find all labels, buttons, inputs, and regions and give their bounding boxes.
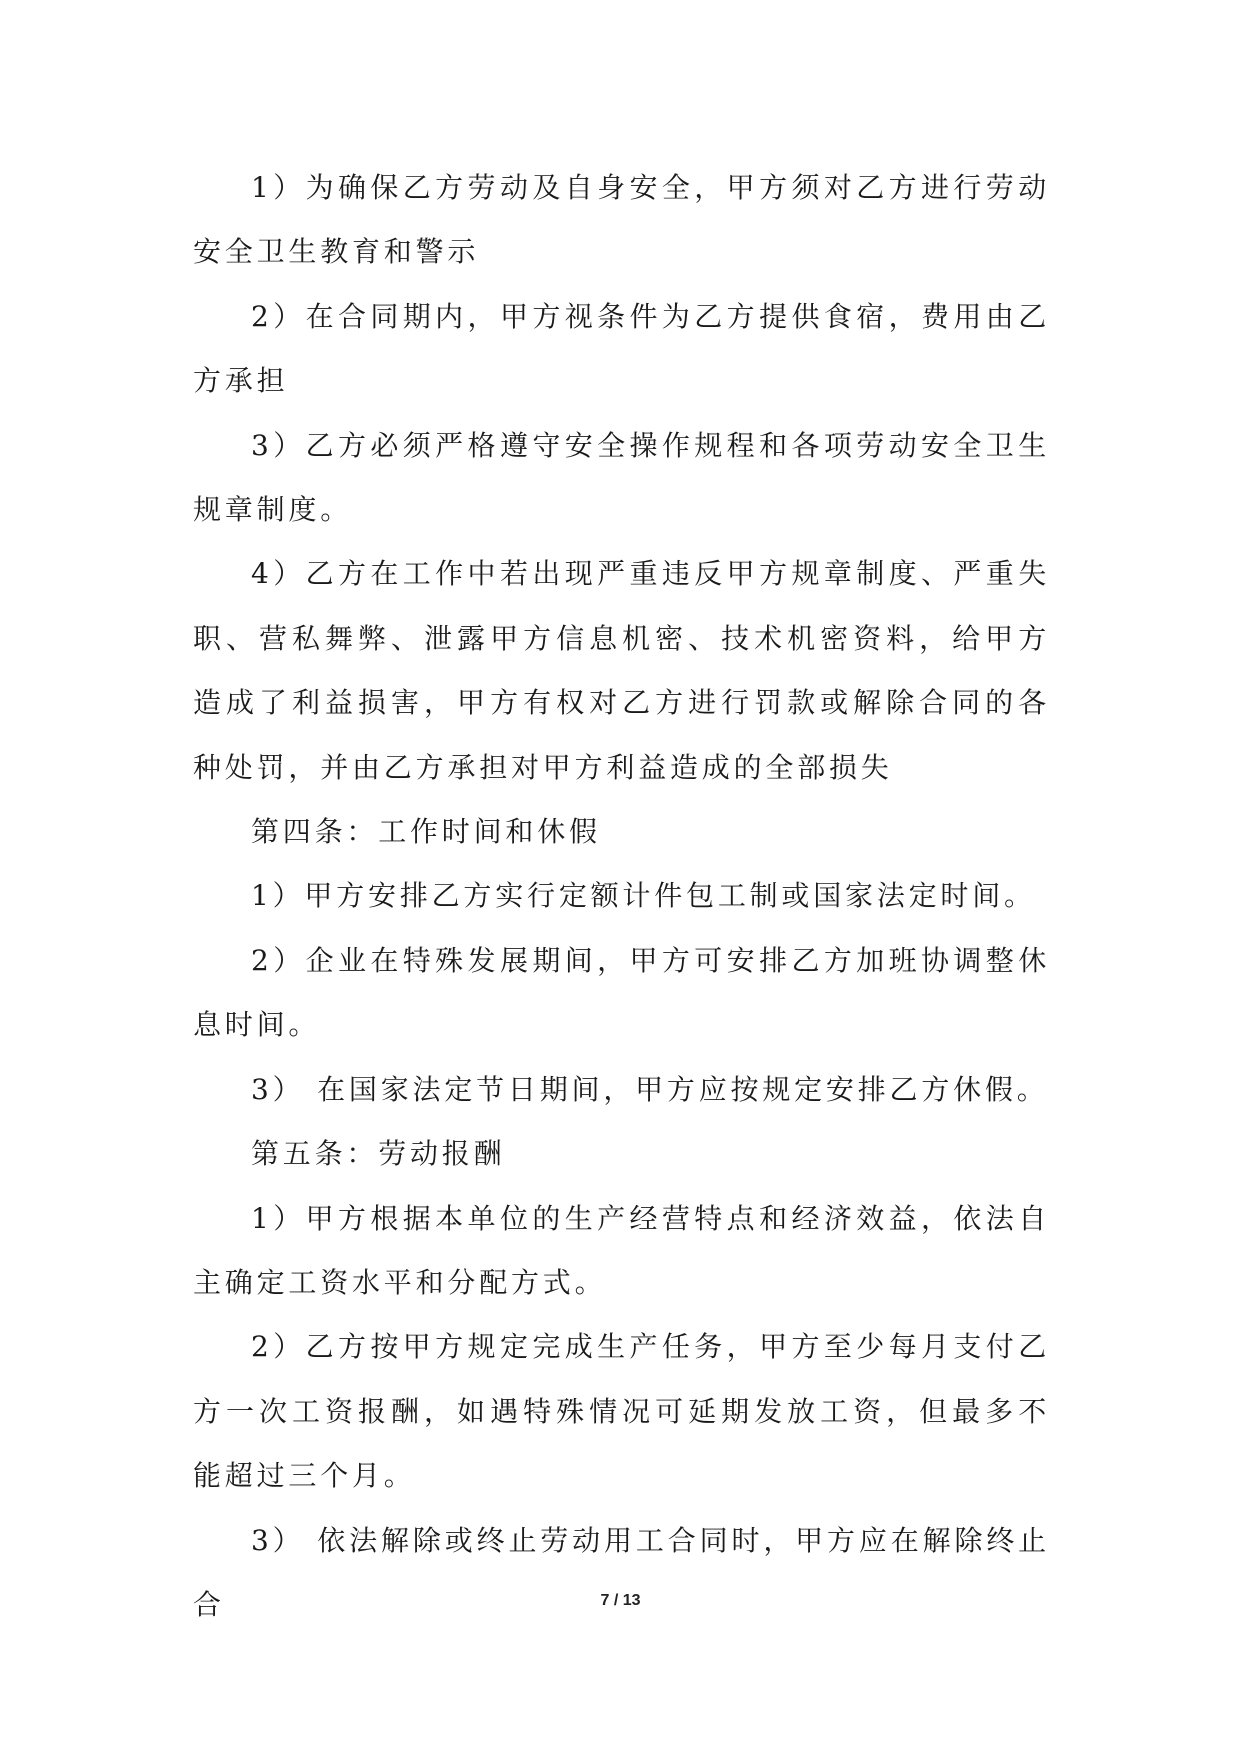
- clause-4-item-1: 1）甲方安排乙方实行定额计件包工制或国家法定时间。: [251, 879, 1036, 913]
- clause-5-heading: 第五条：劳动报酬: [251, 1137, 506, 1171]
- clause-5-item-2: 2）乙方按甲方规定完成生产任务，甲方至少每月支付乙方一次工资报酬，如遇特殊情况可延期发放工资，但最多不能超过三个月。: [193, 1330, 1050, 1493]
- clause-3-item-2: 2）在合同期内，甲方视条件为乙方提供食宿，费用由乙方承担: [193, 299, 1050, 398]
- clause-4-item-2: 2）企业在特殊发展期间，甲方可安排乙方加班协调整休息时间。: [193, 943, 1050, 1042]
- page-number: 7 / 13: [600, 1592, 641, 1609]
- clause-3-item-3: 3）乙方必须严格遵守安全操作规程和各项劳动安全卫生规章制度。: [193, 428, 1050, 527]
- clause-5-item-3: 3） 依法解除或终止劳动用工合同时，甲方应在解除终止合: [193, 1523, 1050, 1621]
- clause-5-item-1: 1）甲方根据本单位的生产经营特点和经济效益，依法自主确定工资水平和分配方式。: [193, 1201, 1050, 1299]
- clause-3-item-1: 1）为确保乙方劳动及自身安全，甲方须对乙方进行劳动安全卫生教育和警示: [193, 171, 1050, 269]
- clause-4-item-3: 3） 在国家法定节日期间，甲方应按规定安排乙方休假。: [251, 1072, 1049, 1106]
- clause-3-item-4: 4）乙方在工作中若出现严重违反甲方规章制度、严重失职、营私舞弊、泄露甲方信息机密、技术机密资料，给甲方造成了利益损害，甲方有权对乙方进行罚款或解除合同的各种处罚，并由乙方承担对甲方利益造成的全部损失: [193, 557, 1050, 784]
- document-body: [193, 156, 1050, 1637]
- clause-4-heading: 第四条：工作时间和休假: [251, 815, 601, 849]
